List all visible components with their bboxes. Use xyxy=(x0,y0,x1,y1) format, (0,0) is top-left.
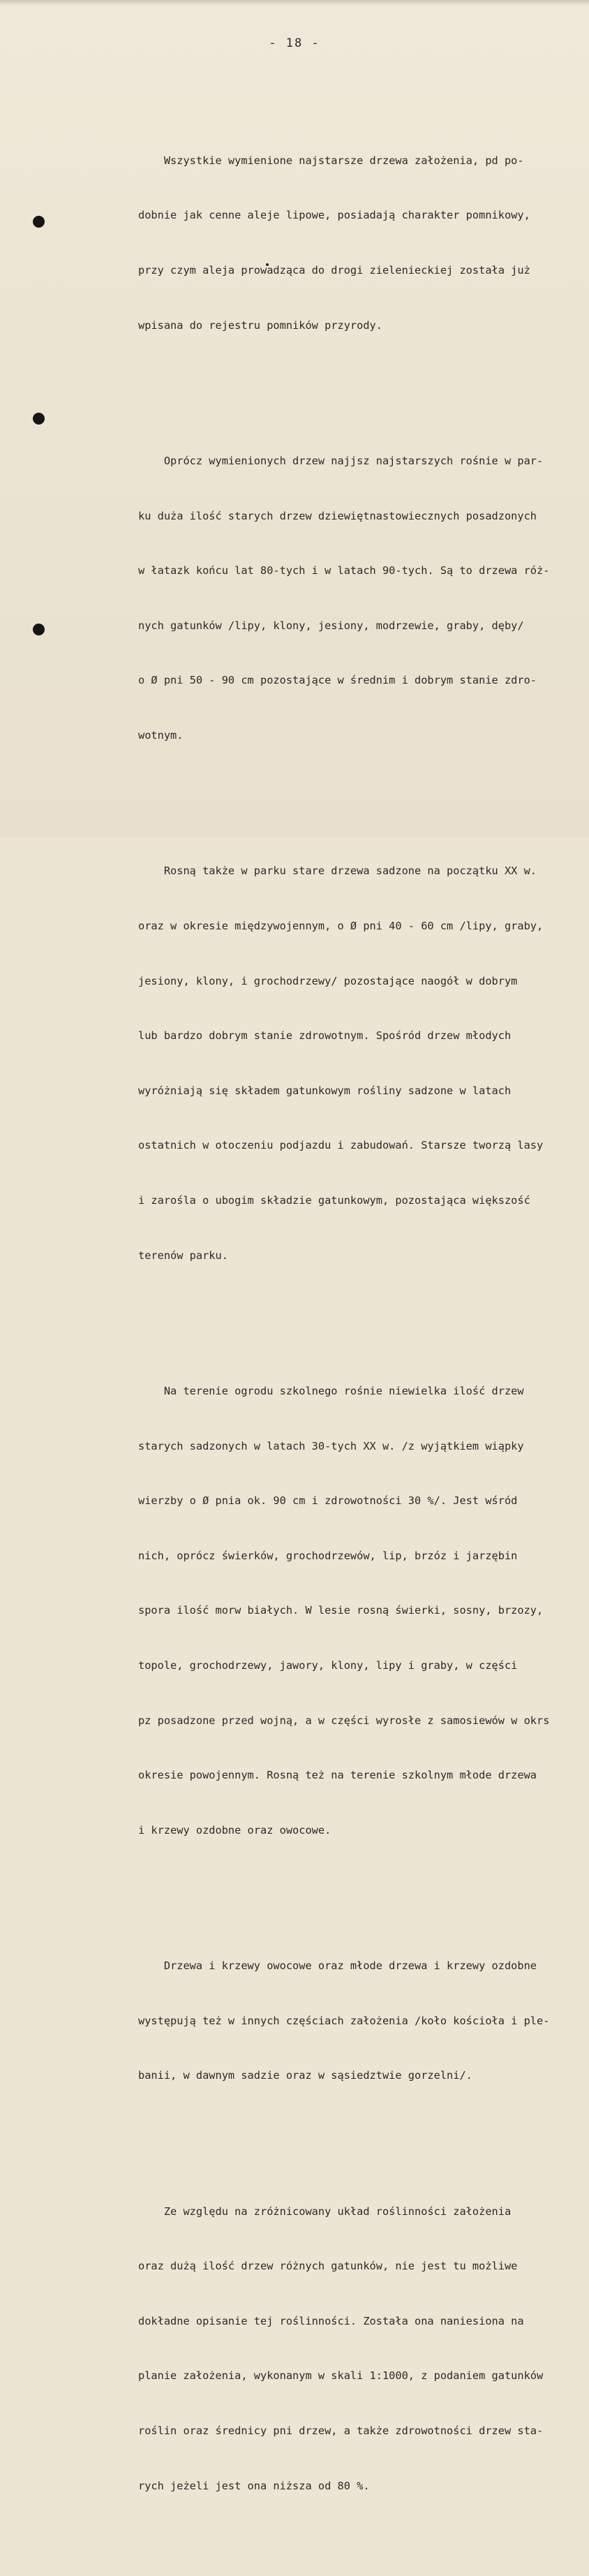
text-line: roślin oraz średnicy pni drzew, a także zdrowotności drzew sta- xyxy=(138,2424,544,2438)
text-line: banii, w dawnym sadzie oraz w sąsiedztwie gorzelni/. xyxy=(138,2069,472,2082)
text-line: ku duża ilość starych drzew dziewiętnastowiecznych posadzonych xyxy=(138,509,537,522)
punch-hole xyxy=(33,413,45,425)
text-line: wpisana do rejestru pomników przyrody. xyxy=(138,318,382,332)
text-line: lub bardzo dobrym stanie zdrowotnym. Spośród drzew młodych xyxy=(138,1029,512,1043)
text-line: jesiony, klony, i grochodrzewy/ pozostające naogół w dobrym xyxy=(138,974,518,987)
text-line: oraz dużą ilość drzew różnych gatunków, nie jest tu możliwe xyxy=(138,2260,518,2273)
text-line: Rosną także w parku stare drzewa sadzone na początku XX w. xyxy=(138,864,537,878)
text-line: pz posadzone przed wojną, a w części wyrosłe z samosiewów w okrs xyxy=(138,1714,550,1727)
text-line: Wszystkie wymienione najstarsze drzewa założenia, pd po- xyxy=(138,154,524,167)
text-line: okresie powojennym. Rosną też na terenie szkolnym młode drzewa xyxy=(138,1769,537,1782)
text-line: nich, oprócz świerków, grochodrzewów, lip, brzóz i jarzębin xyxy=(138,1549,518,1562)
text-line: i zarośla o ubogim składzie gatunkowym, pozostająca większość xyxy=(138,1193,530,1207)
text-line: w łatazk końcu lat 80-tych i w latach 90-tych. Są to drzewa róż- xyxy=(138,564,550,577)
typed-text-body xyxy=(138,78,585,2576)
text-line: oraz w okresie międzywojennym, o Ø pni 40 - 60 cm /lipy, graby, xyxy=(138,919,544,932)
punch-hole xyxy=(33,624,45,635)
text-line: Ze względu na zróżnicowany układ roślinności założenia xyxy=(138,2205,512,2218)
text-line: spora ilość morw białych. W lesie rosną świerki, sosny, brzozy, xyxy=(138,1604,544,1617)
scan-top-edge xyxy=(0,0,589,6)
punch-hole xyxy=(33,216,45,228)
text-line: o Ø pni 50 - 90 cm pozostające w średnim i dobrym stanie zdro- xyxy=(138,674,537,687)
text-line: przy czym aleja prowadząca do drogi zielenieckiej została już xyxy=(138,264,530,277)
text-line: ostatnich w otoczeniu podjazdu i zabudowań. Starsze tworzą lasy xyxy=(138,1139,544,1152)
text-line: topole, grochodrzewy, jawory, klony, lipy i graby, w części xyxy=(138,1658,518,1672)
text-line: dokładne opisanie tej roślinności. Została ona naniesiona na xyxy=(138,2314,524,2327)
text-line: dobnie jak cenne aleje lipowe, posiadają charakter pomnikowy, xyxy=(138,209,530,222)
paragraph-4 xyxy=(138,1346,585,1876)
paragraph-2 xyxy=(138,415,585,781)
text-line: wotnym. xyxy=(138,728,184,742)
text-line: nych gatunków /lipy, klony, jesiony, modrzewie, graby, dęby/ xyxy=(138,619,524,632)
paragraph-3 xyxy=(138,825,585,1301)
text-line: Drzewa i krzewy owocowe oraz młode drzewa i krzewy ozdobne xyxy=(138,1959,537,1973)
text-line: wyróżniają się składem gatunkowym rośliny sadzone w latach xyxy=(138,1084,512,1097)
text-line: wierzby o Ø pnia ok. 90 cm i zdrowotności 30 %/. Jest wśród xyxy=(138,1494,518,1508)
text-line: planie założenia, wykonanym w skali 1:1000, z podaniem gatunków xyxy=(138,2369,544,2383)
text-line: starych sadzonych w latach 30-tych XX w. /z wyjątkiem wiąpky xyxy=(138,1439,524,1452)
text-line: rych jeżeli jest ona niższa od 80 %. xyxy=(138,2479,370,2492)
paragraph-6 xyxy=(138,2165,585,2531)
paragraph-5 xyxy=(138,1920,585,2121)
text-line: i krzewy ozdobne oraz owocowe. xyxy=(138,1823,331,1837)
page-number: - 18 - xyxy=(269,36,320,50)
text-line: terenów parku. xyxy=(138,1249,228,1262)
text-line: Na terenie ogrodu szkolnego rośnie niewielka ilość drzew xyxy=(138,1384,524,1397)
text-line: Oprócz wymienionych drzew najjsz najstarszych rośnie w par- xyxy=(138,455,544,467)
text-line: występują też w innych częściach założenia /koło kościoła i ple- xyxy=(138,2014,550,2027)
paragraph-1 xyxy=(138,115,585,371)
